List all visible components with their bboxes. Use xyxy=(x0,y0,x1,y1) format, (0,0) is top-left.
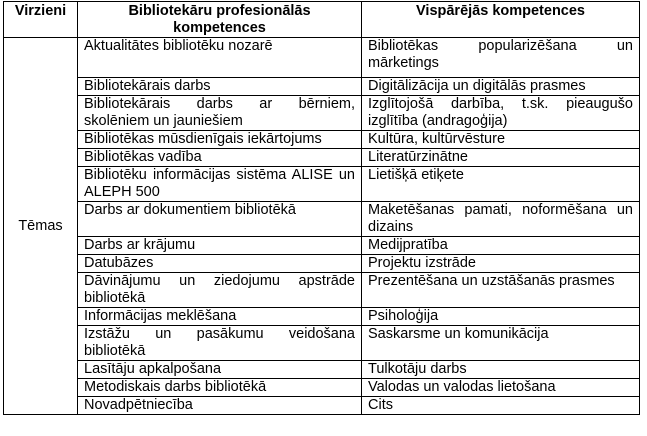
general-competence-cell: Medijpratība xyxy=(362,237,640,255)
general-competence-cell: Saskarsme un komunikācija xyxy=(362,326,640,361)
professional-competence-cell: Datubāzes xyxy=(78,255,362,273)
header-directions: Virzieni xyxy=(4,2,78,38)
competences-table xyxy=(3,1,640,415)
table-row xyxy=(4,149,640,167)
general-competence-cell: Digitālizācija un digitālās prasmes xyxy=(362,78,640,96)
table-row xyxy=(4,379,640,397)
table-row xyxy=(4,326,640,361)
professional-competence-cell: Metodiskais darbs bibliotēkā xyxy=(78,379,362,397)
professional-competence-cell: Informācijas meklēšana xyxy=(78,308,362,326)
table-row xyxy=(4,237,640,255)
professional-competence-cell: Lasītāju apkalpošana xyxy=(78,361,362,379)
general-competence-cell: Valodas un valodas lietošana xyxy=(362,379,640,397)
table-row xyxy=(4,38,640,78)
general-competence-cell: Cits xyxy=(362,397,640,415)
professional-competence-cell: Darbs ar dokumentiem bibliotēkā xyxy=(78,202,362,237)
professional-competence-cell: Dāvinājumu un ziedojumu apstrāde bibliotēkā xyxy=(78,273,362,308)
professional-competence-cell: Bibliotekārais darbs ar bērniem, skolēniem un jauniešiem xyxy=(78,96,362,131)
table-row xyxy=(4,255,640,273)
header-general-competences: Vispārējās kompetences xyxy=(362,2,640,38)
professional-competence-cell: Bibliotēkas mūsdienīgais iekārtojums xyxy=(78,131,362,149)
table-row xyxy=(4,273,640,308)
general-competence-cell: Kultūra, kultūrvēsture xyxy=(362,131,640,149)
general-competence-cell: Bibliotēkas popularizēšana un mārketings xyxy=(362,38,640,78)
professional-competence-cell: Darbs ar krājumu xyxy=(78,237,362,255)
table-row xyxy=(4,78,640,96)
header-row xyxy=(4,2,640,38)
row-label-topics: Tēmas xyxy=(4,38,78,415)
professional-competence-cell: Novadpētniecība xyxy=(78,397,362,415)
general-competence-cell: Tulkotāju darbs xyxy=(362,361,640,379)
professional-competence-cell: Aktualitātes bibliotēku nozarē xyxy=(78,38,362,78)
table-row xyxy=(4,397,640,415)
general-competence-cell: Psiholoģija xyxy=(362,308,640,326)
general-competence-cell: Projektu izstrāde xyxy=(362,255,640,273)
table-row xyxy=(4,167,640,202)
table-row xyxy=(4,361,640,379)
general-competence-cell: Prezentēšana un uzstāšanās prasmes xyxy=(362,273,640,308)
general-competence-cell: Lietišķā etiķete xyxy=(362,167,640,202)
professional-competence-cell: Bibliotekārais darbs xyxy=(78,78,362,96)
table-row xyxy=(4,202,640,237)
table-row xyxy=(4,131,640,149)
table-row xyxy=(4,308,640,326)
professional-competence-cell: Bibliotēku informācijas sistēma ALISE un ALEPH 500 xyxy=(78,167,362,202)
general-competence-cell: Literatūrzinātne xyxy=(362,149,640,167)
header-professional-competences: Bibliotekāru profesionālās kompetences xyxy=(78,2,362,38)
table-row xyxy=(4,96,640,131)
professional-competence-cell: Izstāžu un pasākumu veidošana bibliotēkā xyxy=(78,326,362,361)
professional-competence-cell: Bibliotēkas vadība xyxy=(78,149,362,167)
general-competence-cell: Maketēšanas pamati, noformēšana un dizains xyxy=(362,202,640,237)
general-competence-cell: Izglītojošā darbība, t.sk. pieaugušo izglītība (andragoģija) xyxy=(362,96,640,131)
